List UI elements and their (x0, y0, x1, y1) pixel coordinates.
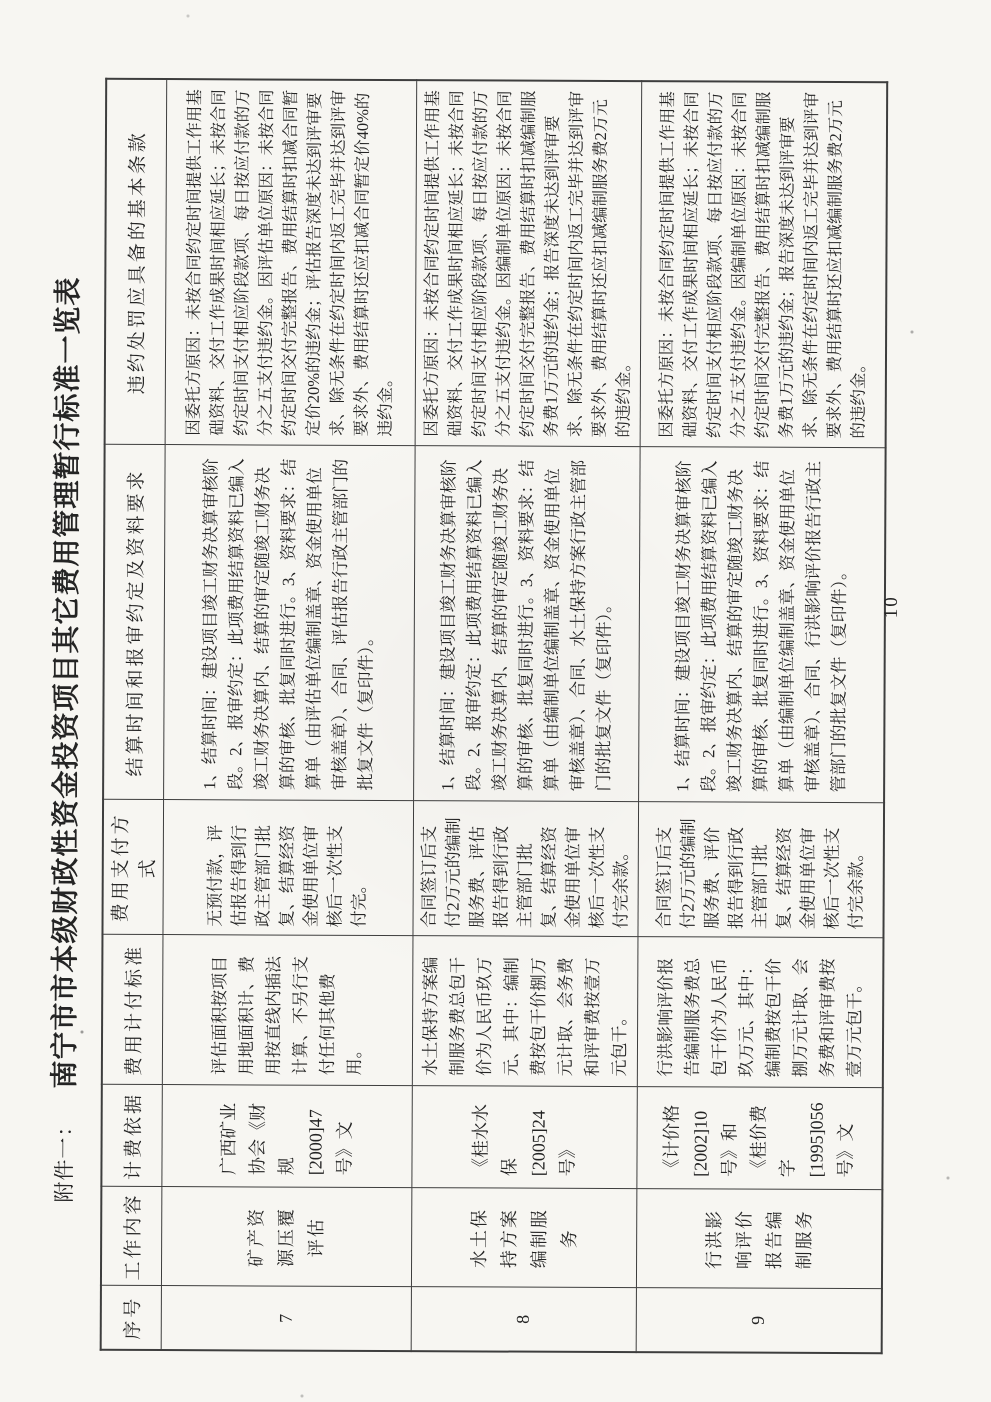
header-breach-terms: 违约处罚应具备的基本条款 (104, 78, 166, 444)
table-row (160, 79, 416, 1351)
cell-seq: 7 (160, 1286, 410, 1351)
cell-fee-standard: 评估面积按项目用地面积计、费用按直线内插法计算、不另行支付任何其他费用。 (161, 935, 412, 1086)
fee-standards-table (99, 77, 888, 1353)
cell-seq: 9 (635, 1288, 881, 1353)
cell-settlement: 1、结算时间：建设项目竣工财务决算审核阶段。2、报审约定：此项费用结算资料已编入竣工财务决算内、结算的审定随竣工财务决算的审核、批复同时进行。3、资料要求：结算单（由编制单位编制盖章、资金使用单位审核盖章）、合同、行洪影响评价报告行政主管部门的批复文件（复印件）。 (638, 447, 886, 803)
cell-fee-basis: 广西矿业协会《财规[2000]47号》文 (161, 1085, 411, 1188)
cell-breach-terms: 因委托方原因：未按合同约定时间提供工作用基础资料、交付工作成果时间相应延长；未按合同约定时间支付相应阶段款项、每日按应付款的万分之五支付违约金。因评估单位原因：未按合同约定时间交付完整报告、费用结算时扣减合同暂定价20%的违约金；评估报告深度未达到评审要求、除无条件在约定时间内返工完毕并达到评审要求外、费用结算时还应扣减合同暂定价40%的违约金。 (164, 79, 416, 446)
cell-breach-terms: 因委托方原因：未按合同约定时间提供工作用基础资料、交付工作成果时间相应延长；未按合同约定时间支付相应阶段款项、每日按应付款的万分之五支付违约金。因编制单位原因：未按合同约定时间交付完整报告、费用结算时扣减编制服务费1万元的违约金；报告深度未达到评审要求、除无条件在约定时间内返工完毕并达到评审要求外、费用结算时还应扣减编制服务费2万元的违约金。 (639, 81, 887, 448)
title-row (42, 276, 86, 1202)
page-number: 10 (880, 594, 902, 618)
cell-payment-method: 合同签订后支付2万元的编制服务费、评价报告得到行政主管部门批复、结算经资金使用单位审核后一次性支付完余款。 (637, 802, 884, 938)
cell-fee-standard: 水土保持方案编制服务费总包干价为人民币玖万元、其中：编制费按包干价捌万元计取、会务费和评审费按壹万元包干。 (411, 936, 637, 1087)
attachment-label: 附件一： (51, 1114, 77, 1203)
cell-work-content: 矿产资源压覆评估 (160, 1187, 410, 1287)
header-fee-basis: 计费依据 (101, 1084, 161, 1186)
cell-fee-basis: 《计价格[2002]10号》和《桂价费字[1995]056号》文 (636, 1087, 882, 1190)
cell-payment-method: 合同签订后支付2万元的编制服务费、评估报告得到行政主管部门批复、结算经资金使用单位审核后一次性支付完余款。 (412, 801, 638, 937)
table-row (635, 81, 887, 1353)
cell-settlement: 1、结算时间：建设项目竣工财务决算审核阶段。2、报审约定：此项费用结算资料已编入竣工财务决算内、结算的审定随竣工财务决算的审核、批复同时进行。3、资料要求：结算单（由评估单位编制盖章、资金使用单位审核盖章）、合同、评估报告行政主管部门的批复文件（复印件）。 (163, 445, 415, 801)
cell-work-content: 行洪影响评价报告编制服务 (635, 1189, 881, 1289)
table-row (410, 80, 641, 1352)
cell-seq: 8 (410, 1287, 635, 1352)
cell-payment-method: 无预付款，评估报告得到行政主管部门批复、结算经资金使用单位审核后一次性支付完。 (162, 800, 413, 936)
header-payment-method: 费用支付方式 (102, 799, 163, 934)
header-seq: 序号 (100, 1285, 160, 1349)
cell-fee-basis: 《桂水水保[2005]24号》 (411, 1086, 636, 1189)
header-settlement-requirements: 结算时间和报审约定及资料要求 (103, 444, 165, 799)
header-row (100, 78, 166, 1349)
cell-settlement: 1、结算时间：建设项目竣工财务决算审核阶段。2、报审约定：此项费用结算资料已编入竣工财务决算内、结算的审定随竣工财务决算的审核、批复同时进行。3、资料要求：结算单（由编制单位编制盖章、资金使用单位审核盖章）、合同、水土保持方案行政主管部门的批复文件（复印件）。 (413, 446, 640, 802)
header-work-content: 工作内容 (100, 1186, 160, 1285)
cell-fee-standard: 行洪影响评价报告编制服务费总包干价为人民币玖万元、其中：编制费按包干价捌万元计取、会务费和评审费按壹万元包干。 (636, 937, 883, 1088)
header-fee-standard: 费用计付标准 (101, 934, 162, 1084)
cell-breach-terms: 因委托方原因：未按合同约定时间提供工作用基础资料、交付工作成果时间相应延长；未按合同约定时间支付相应阶段款项、每日按应付款的万分之五支付违约金。因编制单位原因：未按合同约定时间交付完整报告、费用结算时扣减编制服务费1万元的违约金；报告深度未达到评审要求、除无条件在约定时间内返工完毕并达到评审要求外、费用结算时还应扣减编制服务费2万元的违约金。 (414, 80, 641, 447)
page-title: 南宁市市本级财政性资金投资项目其它费用管理暂行标准一览表 (49, 276, 84, 1089)
cell-work-content: 水土保持方案编制服务 (410, 1188, 635, 1288)
